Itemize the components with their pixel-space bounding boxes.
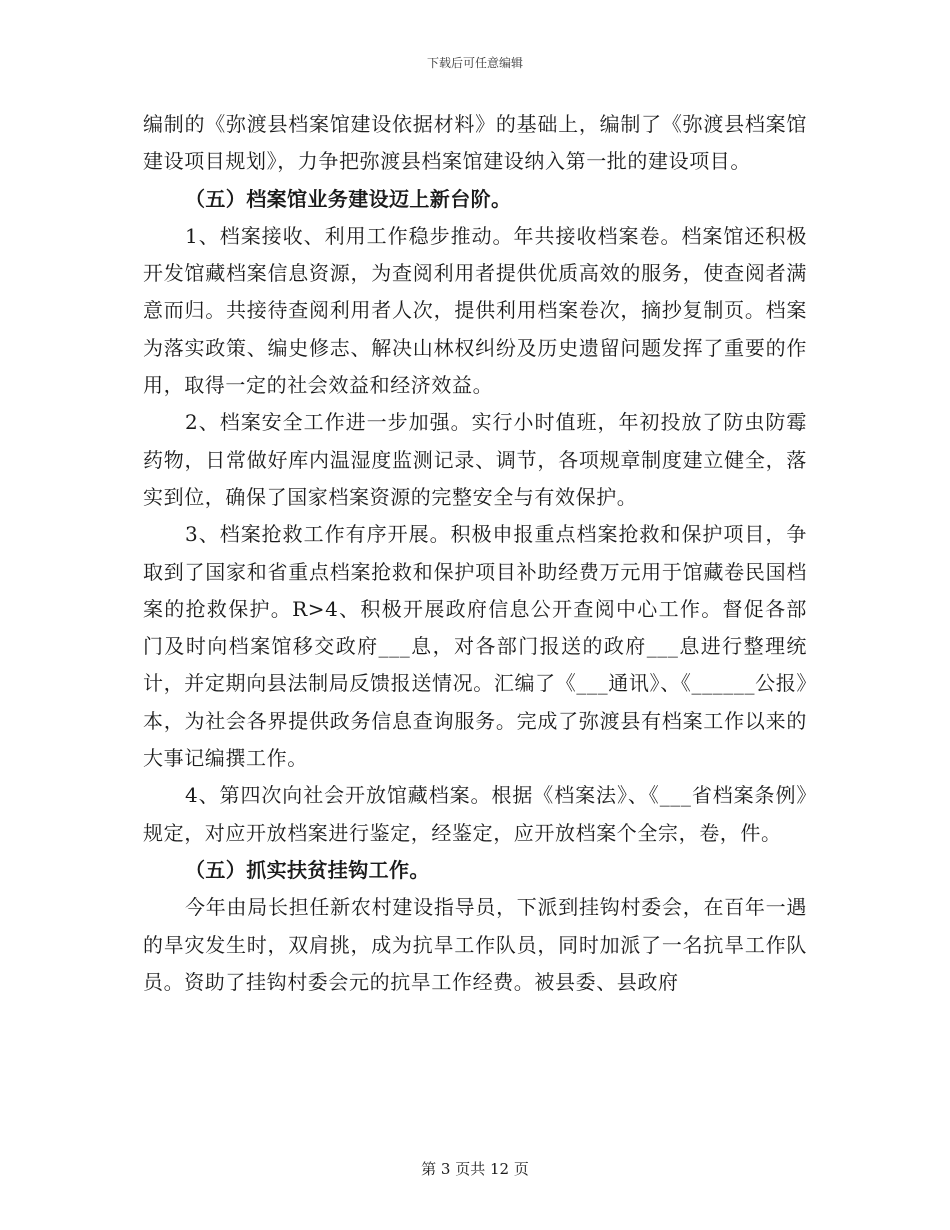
- page-header: 下载后可任意编辑: [426, 56, 523, 70]
- paragraph-item-4: 4、第四次向社会开放馆藏档案。根据《档案法》、《___省档案条例》规定，对应开放档案进行鉴定，经鉴定，应开放档案个全宗，卷，件。: [143, 783, 807, 845]
- document-body: [143, 106, 807, 1001]
- page-footer: 第 3 页共 12 页: [421, 1160, 529, 1178]
- section-heading-archive-business: （五）档案馆业务建设迈上新台阶。: [185, 186, 512, 211]
- paragraph-item-3: 3、档案抢救工作有序开展。积极申报重点档案抢救和保护项目，争取到了国家和省重点档案抢救和保护项目补助经费万元用于馆藏卷民国档案的抢救保护。R>4、积极开展政府信息公开查阅中心工作。督促各部门及时向档案馆移交政府___息，对各部门报送的政府___息进行整理统计，并定期向县法制局反馈报送情况。汇编了《___通讯》、《______公报》本，为社会各界提供政务信息查询服务。完成了弥渡县有档案工作以来的大事记编撰工作。: [143, 522, 807, 771]
- paragraph-continuation: 编制的《弥渡县档案馆建设依据材料》的基础上，编制了《弥渡县档案馆建设项目规划》，力争把弥渡县档案馆建设纳入第一批的建设项目。: [143, 112, 807, 174]
- paragraph-item-1: 1、档案接收、利用工作稳步推动。年共接收档案卷。档案馆还积极开发馆藏档案信息资源，为查阅利用者提供优质高效的服务，使查阅者满意而归。共接待查阅利用者人次，提供利用档案卷次，摘抄复制页。档案为落实政策、编史修志、解决山林权纠纷及历史遗留问题发挥了重要的作用，取得一定的社会效益和经济效益。: [143, 223, 807, 398]
- paragraph-poverty: 今年由局长担任新农村建设指导员，下派到挂钩村委会，在百年一遇的旱灾发生时，双肩挑，成为抗旱工作队员，同时加派了一名抗旱工作队员。资助了挂钩村委会元的抗旱工作经费。被县委、县政府: [143, 895, 807, 994]
- section-heading-poverty-alleviation: （五）抓实扶贫挂钩工作。: [185, 857, 430, 882]
- paragraph-item-2: 2、档案安全工作进一步加强。实行小时值班，年初投放了防虫防霉药物，日常做好库内温湿度监测记录、调节，各项规章制度建立健全，落实到位，确保了国家档案资源的完整安全与有效保护。: [143, 410, 807, 509]
